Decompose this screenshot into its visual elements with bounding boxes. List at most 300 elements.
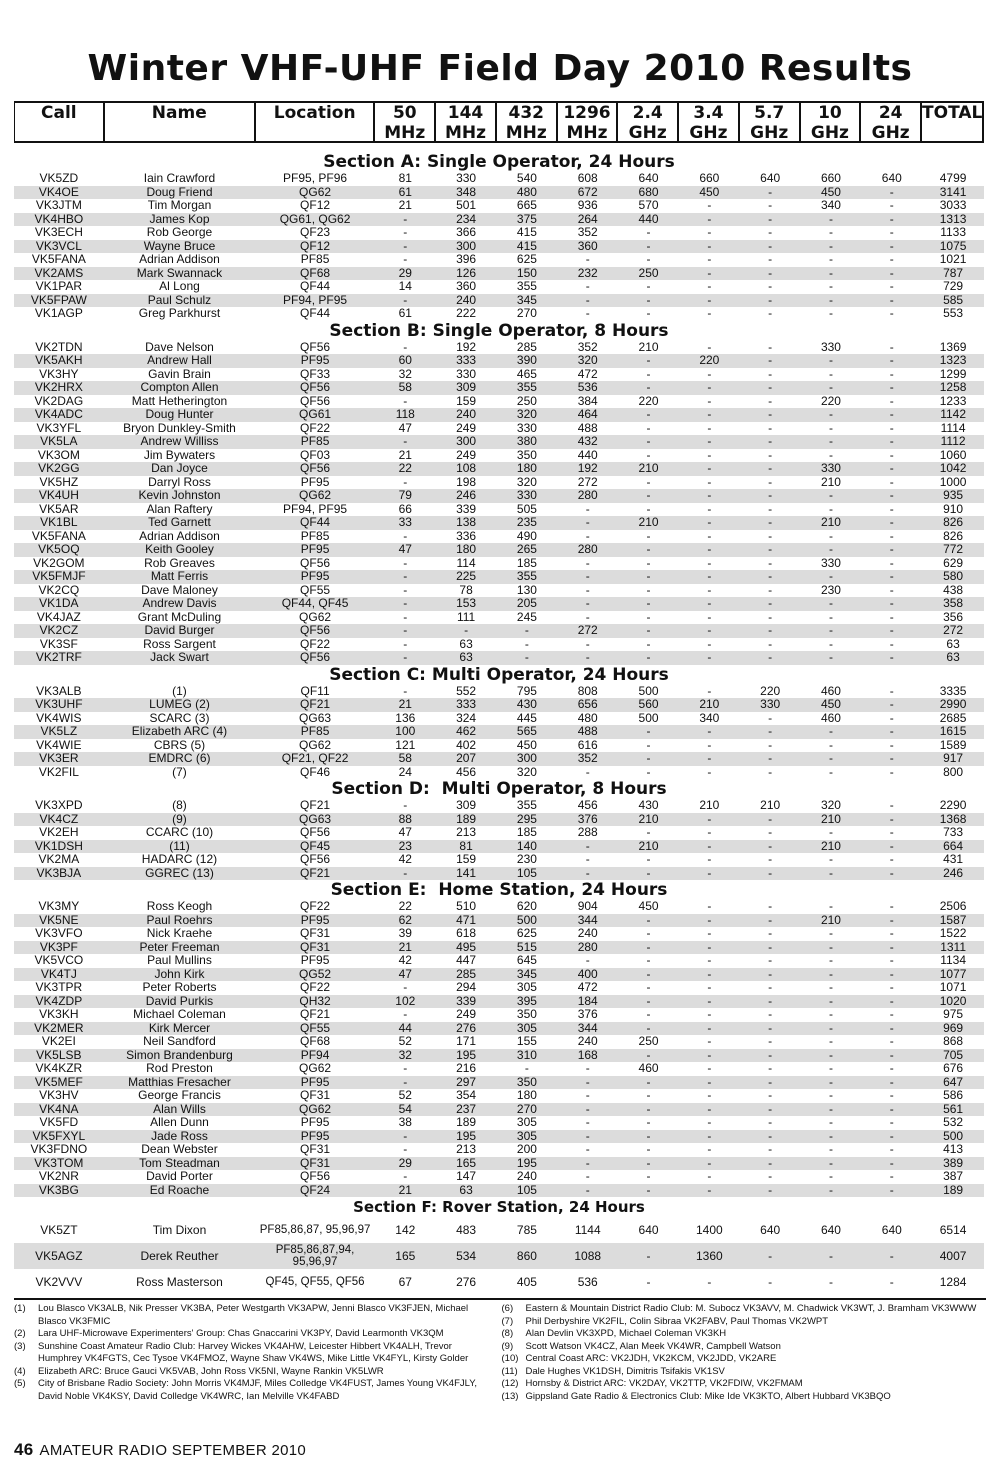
cell-432mhz: 305 (516, 1021, 537, 1035)
table-row (14, 1076, 984, 1090)
cell-144mhz: 213 (456, 826, 477, 839)
cell-total: 975 (943, 1008, 964, 1021)
cell-3-4ghz: - (707, 725, 712, 738)
cell-3-4ghz: - (707, 940, 712, 954)
cell-1296mhz: 168 (577, 1048, 598, 1062)
cell-name: David Burger (144, 624, 215, 637)
header-label: 3.4 (693, 103, 724, 123)
footnote-number: (1) (14, 1303, 26, 1314)
cell-50mhz: 79 (398, 489, 412, 502)
cell-call: VK3MY (38, 900, 80, 913)
cell-10ghz: 230 (820, 583, 841, 597)
cell-144mhz: 225 (456, 570, 477, 583)
header-24ghz (861, 103, 922, 141)
cell-3-4ghz: - (707, 280, 712, 293)
header-label: 50 (392, 103, 417, 123)
cell-2-4ghz: 450 (638, 900, 659, 913)
cell-2-4ghz: - (646, 967, 651, 981)
cell-1296mhz: - (585, 839, 590, 853)
cell-location: PF85 (300, 529, 330, 543)
cell-10ghz: - (828, 1008, 833, 1021)
cell-50mhz: 24 (398, 765, 412, 779)
cell-10ghz: - (828, 239, 833, 253)
cell-name: Paul Schulz (147, 293, 212, 307)
header-label: TOTAL (922, 103, 983, 123)
cell-432mhz: 140 (516, 839, 537, 853)
cell-5-7ghz: - (768, 1035, 773, 1048)
cell-total: 1258 (939, 381, 967, 394)
cell-name: Grant McDuling (137, 610, 222, 624)
footnote (502, 1316, 980, 1329)
cell-1296mhz: - (585, 1183, 590, 1197)
header-label: 1296 (563, 103, 611, 123)
cell-3-4ghz: - (707, 475, 712, 489)
cell-2-4ghz: 210 (638, 462, 659, 475)
cell-total: 413 (943, 1143, 964, 1156)
cell-total: 500 (943, 1129, 964, 1143)
cell-10ghz: - (828, 570, 833, 583)
cell-call: VK3JTM (35, 199, 82, 212)
cell-10ghz: - (828, 1143, 833, 1156)
cell-name: James Kop (149, 212, 210, 226)
cell-call: VK4TJ (40, 967, 77, 981)
footnote-text: Phil Derbyshire VK2FIL, Colin Sibraa VK2FABV, Paul Thomas VK2WPT (525, 1315, 829, 1327)
cell-144mhz: 141 (456, 866, 477, 880)
cell-2-4ghz: - (646, 597, 651, 610)
cell-10ghz: - (828, 435, 833, 448)
cell-5-7ghz: - (768, 1089, 773, 1102)
cell-location: PF95 (300, 1116, 330, 1129)
cell-10ghz: - (828, 529, 833, 543)
cell-2-4ghz: - (646, 421, 651, 435)
cell-3-4ghz: - (707, 927, 712, 940)
cell-24ghz: - (889, 967, 894, 981)
header-label: 5.7 (754, 103, 785, 123)
cell-24ghz: - (889, 651, 894, 664)
table-row (14, 1269, 984, 1295)
footnote-number: (3) (14, 1340, 26, 1352)
table-row (14, 294, 984, 308)
cell-5-7ghz: - (768, 1008, 773, 1021)
cell-144mhz: 294 (456, 981, 477, 994)
table-row (14, 685, 984, 699)
cell-50mhz: - (403, 981, 408, 994)
cell-432mhz: 480 (516, 185, 537, 199)
header-call (15, 103, 105, 141)
cell-5-7ghz: - (768, 711, 773, 725)
table-row (14, 766, 984, 780)
footnote-text: Lara UHF-Microwave Experimenters' Group: Chas Gnaccarini VK3PY, David Learmonth VK3QM (38, 1328, 444, 1339)
cell-10ghz: - (828, 927, 833, 940)
cell-144mhz: 501 (456, 199, 477, 212)
cell-name: LUMEG (2) (149, 698, 210, 711)
cell-1296mhz: - (585, 516, 590, 529)
cell-location: QG52 (299, 967, 332, 981)
table-row (14, 954, 984, 968)
cell-50mhz: 54 (398, 1102, 412, 1116)
cell-24ghz: - (889, 583, 894, 597)
cell-total: 4799 (939, 172, 967, 185)
cell-24ghz: 640 (881, 172, 902, 185)
section-title: Section F: Rover Station, 24 Hours (353, 1198, 645, 1216)
cell-144mhz: 402 (456, 738, 477, 752)
cell-call: VK2EH (39, 826, 79, 839)
cell-144mhz: 195 (456, 1129, 477, 1143)
cell-name: Adrian Addison (139, 253, 220, 266)
cell-3-4ghz: - (707, 212, 712, 226)
cell-total: 2685 (939, 711, 967, 725)
cell-2-4ghz: - (646, 610, 651, 624)
cell-call: VK3ALB (36, 684, 82, 698)
cell-location: QF56 (300, 381, 331, 394)
cell-1296mhz: - (585, 583, 590, 597)
cell-call: VK5FMJF (32, 570, 86, 583)
cell-10ghz: - (828, 266, 833, 280)
cell-10ghz: 210 (820, 913, 841, 927)
cell-24ghz: - (889, 1035, 894, 1048)
cell-name: Matthias Fresacher (128, 1075, 231, 1089)
cell-50mhz: 33 (398, 516, 412, 529)
cell-432mhz: 785 (516, 1223, 537, 1237)
footnote-text: Scott Watson VK4CZ, Alan Meek VK4WR, Campbell Watson (525, 1340, 781, 1352)
cell-call: VK3ECH (34, 226, 83, 239)
cell-5-7ghz: 210 (760, 799, 781, 812)
cell-24ghz: - (889, 853, 894, 866)
cell-call: VK2TRF (35, 651, 82, 664)
cell-50mhz: - (403, 1062, 408, 1075)
cell-1296mhz: - (585, 1062, 590, 1075)
cell-name: Mark Swannack (136, 266, 223, 280)
cell-total: 1368 (939, 812, 967, 826)
table-row (14, 968, 984, 982)
header-2-4ghz (618, 103, 679, 141)
cell-10ghz: 210 (820, 475, 841, 489)
results-table (14, 152, 984, 1295)
table-row (14, 476, 984, 490)
cell-call: VK2DAG (34, 394, 84, 408)
cell-total: 1589 (939, 738, 967, 752)
cell-location: QF31 (300, 940, 331, 954)
cell-10ghz: - (828, 280, 833, 293)
cell-5-7ghz: - (768, 570, 773, 583)
cell-name: John Kirk (154, 967, 205, 981)
cell-144mhz: 111 (456, 610, 476, 624)
cell-2-4ghz: - (646, 381, 651, 394)
cell-432mhz: 270 (516, 1102, 537, 1116)
cell-144mhz: 471 (456, 913, 477, 927)
cell-location: PF85 (300, 435, 330, 448)
cell-2-4ghz: 440 (638, 212, 659, 226)
cell-2-4ghz: - (646, 1156, 651, 1170)
cell-call: VK5AGZ (35, 1249, 83, 1263)
cell-1296mhz: - (585, 253, 590, 266)
table-row (14, 368, 984, 382)
cell-total: 358 (943, 597, 964, 610)
table-row (14, 172, 984, 186)
cell-50mhz: 21 (398, 199, 412, 212)
cell-5-7ghz: - (768, 900, 773, 913)
cell-3-4ghz: - (707, 597, 712, 610)
cell-total: 1075 (939, 239, 967, 253)
cell-5-7ghz: - (768, 583, 773, 597)
cell-2-4ghz: - (646, 1129, 651, 1143)
cell-2-4ghz: 220 (638, 394, 659, 408)
cell-144mhz: 108 (456, 462, 477, 475)
cell-5-7ghz: - (768, 1062, 773, 1075)
footnote-number: (13) (501, 1390, 519, 1402)
cell-name: Rob Greaves (144, 556, 215, 570)
cell-2-4ghz: - (646, 253, 651, 266)
cell-2-4ghz: - (646, 239, 651, 253)
cell-10ghz: - (828, 752, 833, 765)
table-row (14, 503, 984, 517)
cell-location: QF56 (300, 651, 331, 664)
cell-432mhz: 445 (516, 711, 537, 725)
cell-location: QG62 (299, 738, 332, 752)
cell-144mhz: 324 (456, 711, 477, 725)
cell-24ghz: - (889, 475, 894, 489)
cell-50mhz: 47 (398, 543, 412, 556)
cell-2-4ghz: - (646, 354, 651, 367)
cell-total: 1021 (939, 253, 967, 266)
cell-3-4ghz: - (707, 421, 712, 435)
header-location (256, 103, 375, 141)
cell-5-7ghz: - (768, 624, 773, 637)
cell-location: QF44 (300, 516, 331, 529)
cell-5-7ghz: - (768, 475, 773, 489)
cell-call: VK5NE (39, 913, 79, 927)
cell-1296mhz: 488 (577, 725, 598, 738)
cell-24ghz: 640 (881, 1223, 902, 1237)
cell-50mhz: - (403, 799, 408, 812)
cell-call: VK1DSH (34, 839, 83, 853)
cell-1296mhz: 936 (577, 199, 598, 212)
cell-name: Bryon Dunkley-Smith (123, 421, 236, 435)
cell-432mhz: 540 (516, 172, 537, 185)
table-row (14, 725, 984, 739)
cell-24ghz: - (889, 435, 894, 448)
cell-5-7ghz: - (768, 839, 773, 853)
footnote (14, 1366, 492, 1379)
cell-total: 917 (943, 752, 964, 765)
cell-432mhz: 515 (516, 940, 537, 954)
cell-5-7ghz: - (768, 738, 773, 752)
cell-24ghz: - (889, 1089, 894, 1102)
cell-total: 629 (943, 556, 964, 570)
cell-total: 3141 (939, 185, 967, 199)
cell-location: QH32 (299, 994, 331, 1008)
table-row (14, 853, 984, 867)
cell-144mhz: 309 (456, 381, 477, 394)
cell-3-4ghz: - (707, 239, 712, 253)
cell-total: 389 (943, 1156, 964, 1170)
cell-432mhz: 240 (516, 1170, 537, 1183)
cell-2-4ghz: - (646, 1143, 651, 1156)
cell-name: Derek Reuther (140, 1249, 219, 1263)
table-row (14, 226, 984, 240)
cell-location: PF85 (300, 725, 330, 738)
cell-1296mhz: - (585, 1075, 590, 1089)
cell-144mhz: 510 (456, 900, 477, 913)
cell-24ghz: - (889, 293, 894, 307)
cell-1296mhz: - (585, 651, 590, 664)
cell-50mhz: 42 (398, 954, 412, 967)
table-row (14, 1130, 984, 1144)
cell-call: VK5LSB (36, 1048, 82, 1062)
cell-50mhz: 58 (398, 381, 412, 394)
footnote (14, 1341, 492, 1366)
cell-24ghz: - (889, 421, 894, 435)
cell-1296mhz: 480 (577, 711, 598, 725)
cell-144mhz: 483 (456, 1223, 477, 1237)
cell-5-7ghz: - (768, 967, 773, 981)
cell-5-7ghz: - (768, 502, 773, 516)
header-unit: GHz (628, 123, 667, 143)
cell-name: Doug Friend (146, 185, 213, 199)
cell-50mhz: 21 (398, 448, 412, 462)
cell-name: Tim Morgan (147, 199, 212, 212)
cell-3-4ghz: - (707, 543, 712, 556)
table-row (14, 651, 984, 665)
table-row (14, 570, 984, 584)
cell-location: QF22 (300, 637, 331, 651)
cell-50mhz: - (403, 239, 408, 253)
cell-144mhz: 159 (456, 394, 477, 408)
header-5-7ghz (740, 103, 801, 141)
cell-10ghz: - (828, 954, 833, 967)
cell-location: QF56 (300, 394, 331, 408)
cell-24ghz: - (889, 570, 894, 583)
cell-name: Matt Ferris (150, 570, 209, 583)
cell-name: David Porter (146, 1170, 213, 1183)
table-row (14, 624, 984, 638)
cell-2-4ghz: - (646, 1048, 651, 1062)
cell-location: PF95 (300, 354, 330, 367)
cell-call: VK2MER (34, 1021, 84, 1035)
cell-432mhz: 375 (516, 212, 537, 226)
cell-50mhz: 47 (398, 421, 412, 435)
cell-5-7ghz: - (768, 199, 773, 212)
cell-total: 1299 (939, 367, 967, 381)
cell-5-7ghz: - (768, 812, 773, 826)
cell-10ghz: - (828, 226, 833, 239)
cell-50mhz: 66 (398, 502, 412, 516)
cell-call: VK4UH (38, 489, 79, 502)
cell-144mhz: 618 (456, 927, 477, 940)
cell-2-4ghz: - (646, 826, 651, 839)
cell-10ghz: - (828, 981, 833, 994)
cell-call: VK3PF (39, 940, 78, 954)
cell-50mhz: 62 (398, 913, 412, 927)
cell-432mhz: 795 (516, 684, 537, 698)
cell-432mhz: 185 (516, 826, 537, 839)
cell-total: 1112 (940, 435, 966, 448)
cell-24ghz: - (889, 307, 894, 320)
cell-432mhz: 300 (516, 752, 537, 765)
cell-1296mhz: 432 (577, 435, 598, 448)
cell-total: 1323 (939, 354, 967, 367)
cell-10ghz: 340 (820, 199, 841, 212)
cell-24ghz: - (889, 516, 894, 529)
footnote (502, 1353, 980, 1366)
cell-name: Rod Preston (146, 1062, 213, 1075)
cell-5-7ghz: - (768, 556, 773, 570)
cell-24ghz: - (889, 826, 894, 839)
cell-24ghz: - (889, 994, 894, 1008)
page-title: Winter VHF-UHF Field Day 2010 Results (87, 48, 913, 89)
cell-name: Al Long (159, 280, 200, 293)
cell-3-4ghz: - (707, 981, 712, 994)
table-row (14, 927, 984, 941)
cell-5-7ghz: - (768, 489, 773, 502)
cell-name: Matt Hetherington (131, 394, 228, 408)
cell-3-4ghz: - (707, 1156, 712, 1170)
cell-432mhz: 395 (516, 994, 537, 1008)
cell-call: VK4OE (38, 185, 79, 199)
cell-5-7ghz: - (768, 394, 773, 408)
cell-432mhz: 505 (516, 502, 537, 516)
cell-50mhz: - (403, 583, 408, 597)
section-title: Section C: Multi Operator, 24 Hours (329, 664, 669, 685)
cell-5-7ghz: - (768, 610, 773, 624)
cell-432mhz: 345 (516, 967, 537, 981)
header-label: Call (41, 103, 77, 123)
cell-1296mhz: - (585, 610, 590, 624)
cell-1296mhz: 320 (577, 354, 598, 367)
cell-5-7ghz: - (768, 185, 773, 199)
cell-1296mhz: - (585, 293, 590, 307)
table-row (14, 381, 984, 395)
table-row (14, 489, 984, 503)
cell-432mhz: 665 (516, 199, 537, 212)
cell-5-7ghz: 640 (760, 172, 781, 185)
footnotes-right (502, 1303, 990, 1403)
cell-5-7ghz: - (768, 1170, 773, 1183)
cell-144mhz: 552 (456, 684, 477, 698)
header-label: 10 (818, 103, 842, 123)
cell-10ghz: - (828, 489, 833, 502)
cell-432mhz: 330 (516, 489, 537, 502)
cell-24ghz: - (889, 253, 894, 266)
cell-10ghz: - (828, 1183, 833, 1197)
cell-1296mhz: 344 (577, 913, 598, 927)
cell-location: QG62 (299, 1102, 332, 1116)
cell-3-4ghz: - (707, 1089, 712, 1102)
cell-total: 969 (943, 1021, 964, 1035)
cell-3-4ghz: - (707, 1008, 712, 1021)
table-row (14, 1143, 984, 1157)
cell-24ghz: - (889, 354, 894, 367)
cell-24ghz: - (889, 981, 894, 994)
table-row (14, 1089, 984, 1103)
cell-10ghz: - (828, 212, 833, 226)
cell-144mhz: 348 (456, 185, 477, 199)
cell-50mhz: 67 (398, 1275, 412, 1289)
cell-total: 935 (943, 489, 964, 502)
cell-2-4ghz: - (646, 280, 651, 293)
cell-10ghz: - (828, 994, 833, 1008)
cell-432mhz: 355 (516, 280, 537, 293)
cell-10ghz: 210 (820, 812, 841, 826)
cell-total: 3335 (939, 684, 967, 698)
cell-432mhz: 415 (516, 239, 537, 253)
cell-total: 438 (943, 583, 964, 597)
footnote (502, 1328, 980, 1341)
cell-location: QF24 (300, 1183, 331, 1197)
cell-name: Ross Keogh (146, 900, 213, 913)
cell-24ghz: - (889, 1048, 894, 1062)
cell-call: VK1DA (39, 597, 79, 610)
